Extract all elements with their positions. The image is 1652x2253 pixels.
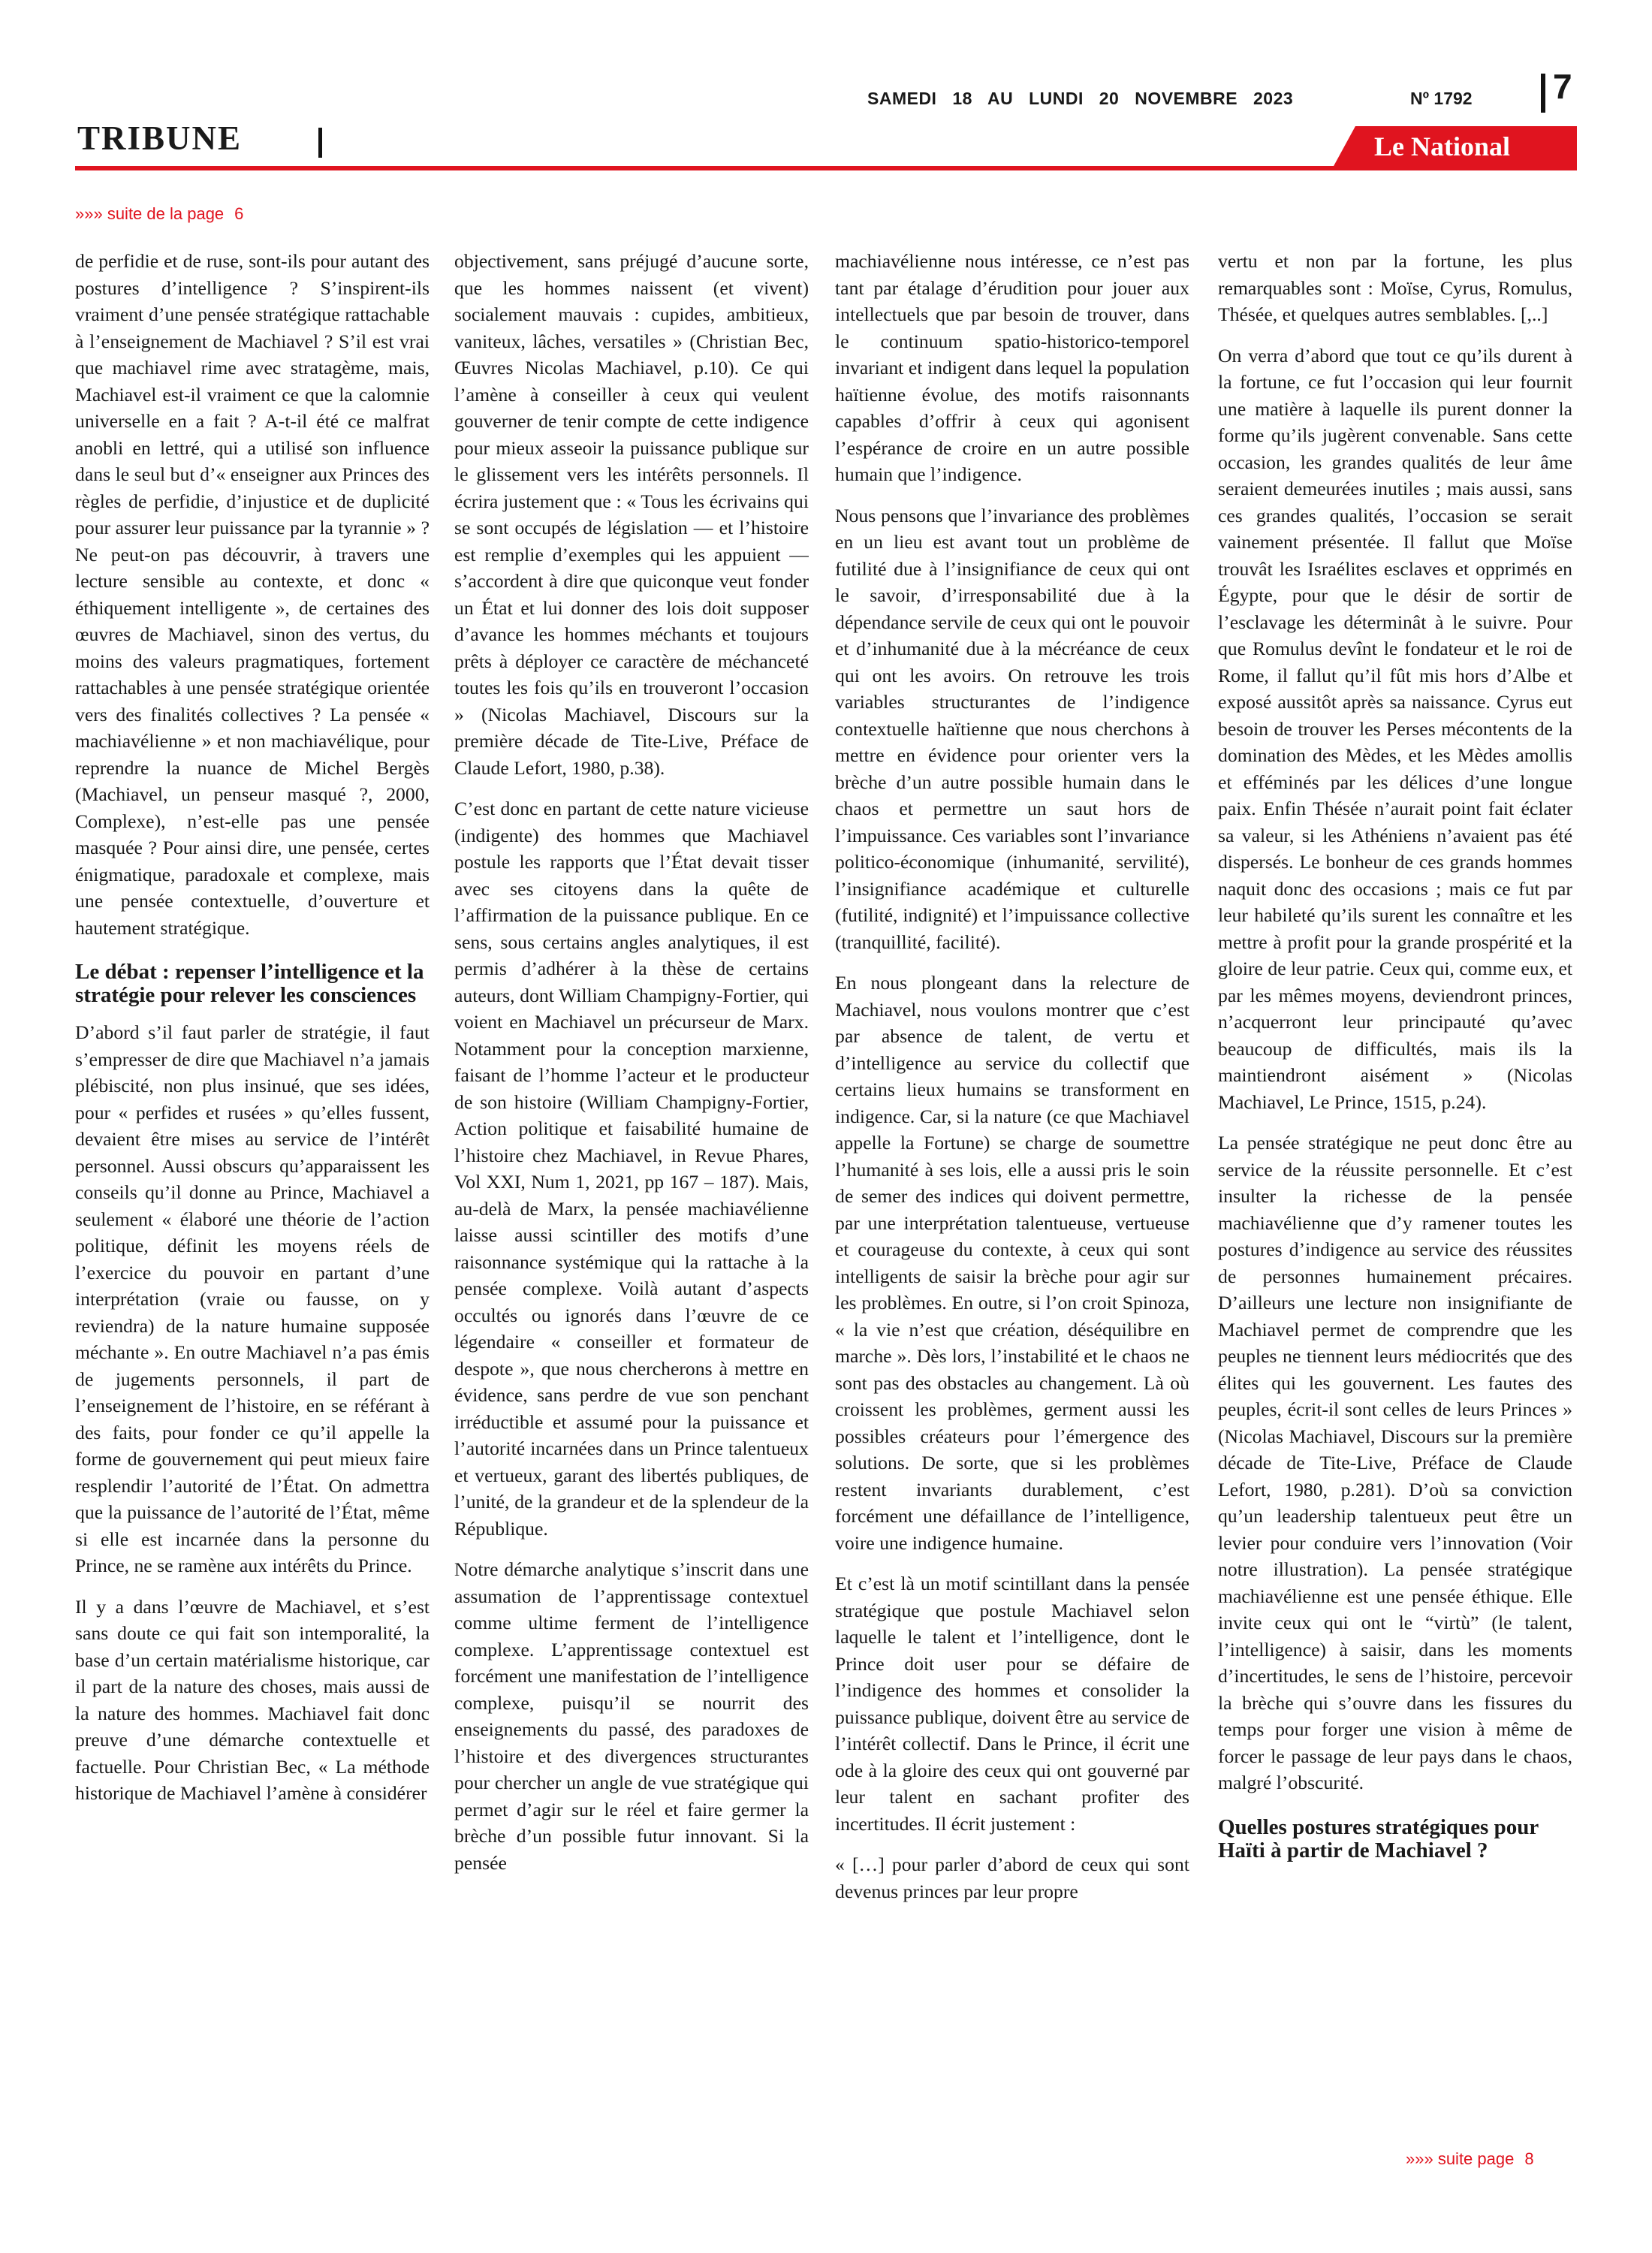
paragraph: La pensée stratégique ne peut donc être au service de la réussite personnelle. Et c’est insulter la richesse de la pensée machiavélienne que d’y ramener toutes les postures d’indigence au service des réussites de personnes humainement précaires. D’ailleurs une lecture non insignifiante de Machiavel permet de comprendre que les peuples ne tiennent leurs médiocrités que des élites qui les gouvernent. Les fautes des peuples, écrit-il sont celles de leurs Princes » (Nicolas Machiavel, Discours sur la première décade de Tite-Live, Préface de Claude Lefort, 1980, p.281). D’où sa conviction qu’un leadership talentueux peut être un levier pour conduire vers l’innovation (Voir notre illustration). La pensée stratégique machiavélienne est une pensée éthique. Elle invite ceux qui ont le “virtù” (le talent, l’intelligence) à saisir, dans les moments d’incertitudes, le sens de l’histoire, percevoir la brèche qui s’ouvre dans les fissures du temps pour forger une vision à même de forcer le passage de leur pays dans le chaos, malgré l’obscurité. [1218, 1132, 1572, 1793]
paragraph: vertu et non par la fortune, les plus remarquables sont : Moïse, Cyrus, Romulus, Thésée, et quelques autres semblables. [,..] [1218, 250, 1572, 325]
article-column-3 [835, 248, 1189, 2148]
paragraph: de perfidie et de ruse, sont-ils pour autant des postures d’intelligence ? S’inspirent-ils vraiment d’une pensée stratégique rattachable à l’enseignement de Machiavel ? S’il est vrai que machiavel rime avec stratagème, mais, Machiavel est-il vraiment ce que la calomnie universelle en a fait ? A-t-il été ce malfrat anobli en lettré, qui a utilisé son influence dans le seul but d’« enseigner aux Princes des règles de perfidie, d’injustice et de duplicité pour assurer leur puissance par la tyrannie » ? Ne peut-on pas découvrir, à travers une lecture sensible au contexte, et donc « éthiquement intelligente », de certaines des œuvres de Machiavel, sinon des vertus, du moins des valeurs pragmatiques, fortement rattachables à une pensée stratégique orientée vers des finalités collectives ? La pensée « machiavélienne » et non machiavélique, pour reprendre la nuance de Michel Bergès (Machiavel, un penseur masqué ?, 2000, Complexe), n’est-elle pas une pensée masquée ? Pour ainsi dire, une pensée, certes énigmatique, paradoxale et complexe, mais une pensée contextuelle, d’ouverture et hautement stratégique. [75, 250, 430, 939]
continued-to-text: »»» suite page [1406, 2149, 1515, 2168]
header-divider [1541, 74, 1545, 113]
page-number: 7 [1553, 67, 1572, 106]
section-title-bar [318, 128, 322, 158]
continued-from-text: »»» suite de la page [75, 204, 225, 223]
paragraph: Et c’est là un motif scintillant dans la pensée stratégique que postule Machiavel selon laquelle le talent et l’intelligence, dont le Prince doit user pour se défaire de l’indigence des hommes et consolider la puissance publique, doivent être au service de l’intérêt collectif. Dans le Prince, il écrit une ode à la gloire des ceux qui ont gouverné par leur talent en sachant profiter des incertitudes. Il écrit justement : [835, 1573, 1189, 1835]
paragraph: En nous plongeant dans la relecture de Machiavel, nous voulons montrer que c’est par absence de talent, de vertu et d’intelligence au service du collectif que certains lieux humains se transforment en indigence. Car, si la nature (ce que Machiavel appelle la Fortune) se charge de soumettre l’humanité à ses lois, elle a aussi pris le soin de semer des indices qui doivent permettre, par une interprétation talentueuse, vertueuse et courageuse du contexte, à ceux qui sont intelligents de saisir la brèche pour agir sur les problèmes. En outre, si l’on croit Spinoza, « la vie n’est que création, déséquilibre en marche ». Dès lors, l’instabilité et le chaos ne sont pas des obstacles au changement. Là où croissent les problèmes, germent aussi les possibles créateurs pour l’émergence des solutions. De sorte, que si les problèmes restent invariants durablement, c’est forcément une défaillance de l’intelligence, voire une indigence humaine. [835, 972, 1189, 1554]
paragraph: « […] pour parler d’abord de ceux qui sont devenus princes par leur propre [835, 1853, 1189, 1902]
article-column-4 [1218, 248, 1572, 2148]
paragraph: Nous pensons que l’invariance des problèmes en un lieu est avant tout un problème de futilité due à l’insignifiance de ceux qui ont le savoir, d’irresponsabilité due à la dépendance servile de ceux qui ont le pouvoir et d’inhumanité due à la mécréance de ceux qui ont les avoirs. On retrouve les trois variables structurantes de l’indigence contextuelle haïtienne que nous cherchons à mettre en évidence pour orienter vers la brèche d’un autre possible humain dans le chaos et permettre un saut hors de l’impuissance. Ces variables sont l’invariance politico-économique (inhumanité, servilité), l’insignifiance académique et culturelle (futilité, indignité) et l’impuissance collective (tranquillité, facilité). [835, 504, 1189, 953]
issue-date: SAMEDI 18 AU LUNDI 20 NOVEMBRE 2023 [867, 89, 1294, 108]
section-title: TRIBUNE [77, 119, 243, 157]
paragraph: objectivement, sans préjugé d’aucune sorte, que les hommes naissent (et vivent) socialement mauvais : cupides, ambitieux, vaniteux, lâches, versatiles » (Christian Bec, Œuvres Nicolas Machiavel, p.10). Ce qui l’amène à conseiller à ceux qui veulent gouverner de tenir compte de cette indigence pour mieux asseoir la puissance publique sur le glissement vers les intérêts personnels. Il écrira justement que : « Tous les écrivains qui se sont occupés de législation — et l’histoire est remplie d’exemples qui les appuient — s’accordent à dire que quiconque veut fonder un État et lui donner des lois doit supposer d’avance les hommes méchants et toujours prêts à déployer ce caractère de méchanceté toutes les fois qu’ils en trouveront l’occasion » (Nicolas Machiavel, Discours sur la première décade de Tite-Live, Préface de Claude Lefort, 1980, p.38). [454, 250, 809, 779]
paragraph: Notre démarche analytique s’inscrit dans une assumation de l’apprentissage contextuel comme ultime ferment de l’intelligence complexe. L’apprentissage contextuel est forcément une manifestation de l’intelligence complexe, puisqu’il se nourrit des enseignements du passé, des paradoxes de l’histoire et des divergences structurantes pour chercher un angle de vue stratégique qui permet d’agir sur le réel et faire germer la brèche d’un possible futur innovant. Si la pensée [454, 1558, 809, 1874]
continued-to-page: 8 [1524, 2149, 1534, 2168]
paragraph: Il y a dans l’œuvre de Machiavel, et s’est sans doute ce qui fait son intemporalité, la base d’un certain matérialisme historique, car il part de la nature des choses, mais aussi de la nature des hommes. Machiavel fait donc preuve d’une démarche contextuelle et factuelle. Pour Christian Bec, « La méthode historique de Machiavel l’amène à considérer [75, 1595, 430, 1804]
continued-to-label[interactable] [1406, 2149, 1534, 2169]
article-column-2 [454, 248, 809, 2148]
continued-from-page: 6 [234, 204, 244, 223]
brand-name: Le National [1374, 131, 1511, 161]
issue-number: Nº 1792 [1410, 89, 1473, 108]
subheading: Quelles postures stratégiques pour Haïti à partir de Machiavel ? [1218, 1814, 1539, 1862]
paragraph: D’abord s’il faut parler de stratégie, il faut s’empresser de dire que Machiavel n’a jamais plébiscité, non plus insinué, que ses idées, pour « perfides et rusées » qu’elles fussent, devaient être mises au service de l’intérêt personnel. Aussi obscurs qu’apparaissent les conseils qu’il donne au Prince, Machiavel a seulement « élaboré une théorie de l’action politique, définit les moyens réels de l’exercice du pouvoir en partant d’une interprétation (vraie ou fausse, on y reviendra) de la nature humaine supposée méchante ». En outre Machiavel n’a pas émis de jugements personnels, il part de l’enseignement de l’histoire, en se référant à des faits, pour fonder ce qu’il appelle la forme de gouvernement qui peut mieux faire resplendir l’autorité de l’État. On admettra que la puissance de l’autorité de l’État, même si elle est incarnée dans la personne du Prince, ne se ramène aux intérêts du Prince. [75, 1021, 430, 1576]
header-rule [75, 166, 1577, 170]
paragraph: On verra d’abord que tout ce qu’ils durent à la fortune, ce fut l’occasion qui leur fournit une matière à laquelle ils purent donner la forme qu’ils jugèrent convenable. Sans cette occasion, les grandes qualités de leur âme seraient demeurées inutiles ; mais aussi, sans ces grandes qualités, l’occasion se serait vainement présentée. Il fallut que Moïse trouvât les Israélites esclaves et opprimés en Égypte, pour que le désir de sortir de l’esclavage les déterminât à le suivre. Pour que Romulus devînt le fondateur et le roi de Rome, il fallut qu’il fût mis hors d’Albe et exposé aussitôt après sa naissance. Cyrus eut besoin de trouver les Perses mécontents de la domination des Mèdes, et les Mèdes amollis et efféminés par les délices d’une longue paix. Enfin Thésée n’aurait point fait éclater sa valeur, si les Athéniens n’avaient pas été dispersés. Le bonheur de ces grands hommes naquit donc des occasions ; mais ce fut par leur habileté qu’ils surent les connaître et les mettre à profit pour la grande prospérité et la gloire de leur patrie. Ceux qui, comme eux, et par les mêmes moyens, deviendront princes, n’acquerront leur principauté qu’avec beaucoup de difficultés, mais ils la maintiendront aisément » (Nicolas Machiavel, Le Prince, 1515, p.24). [1218, 344, 1572, 1113]
paragraph: machiavélienne nous intéresse, ce n’est pas tant par étalage d’érudition pour jouer aux intellectuels que par besoin de trouver, dans le continuum spatio-historico-temporel invariant et indigent dans lequel la population haïtienne évolue, des motifs raisonnants capables d’offrir à ceux qui agonisent l’espérance de croire en un autre possible humain que l’indigence. [835, 250, 1189, 485]
subheading: Le débat : repenser l’intelligence et la stratégie pour relever les consciences [75, 960, 424, 1007]
article-column-1 [75, 248, 430, 2148]
continued-from-label[interactable] [75, 204, 243, 224]
paragraph: C’est donc en partant de cette nature vicieuse (indigente) des hommes que Machiavel postule les rapports que l’État devait tisser avec ses citoyens dans la quête de l’affirmation de la puissance publique. En ce sens, sous certains angles analytiques, il est permis d’adhérer à la thèse de certains auteurs, dont William Champigny-Fortier, qui voient en Machiavel un précurseur de Marx. Notamment pour la conception marxienne, faisant de l’homme l’acteur et le producteur de son histoire (William Champigny-Fortier, Action politique et faisabilité humaine de l’histoire chez Machiavel, in Revue Phares, Vol XXI, Num 1, 2021, pp 167 – 187). Mais, au-delà de Marx, la pensée machiavélienne laisse aussi scintiller des motifs d’une raisonnance systémique qui la rattache à la pensée complexe. Voilà autant d’aspects occultés ou ignorés dans l’œuvre de ce légendaire « conseiller et formateur de despote », que nous chercherons à mettre en évidence, sans perdre de vue son penchant irréductible et assumé pour la puissance et l’autorité incarnées dans un Prince talentueux et vertueux, garant des libertés publiques, de l’unité, de la grandeur et de la splendeur de la République. [454, 798, 809, 1540]
